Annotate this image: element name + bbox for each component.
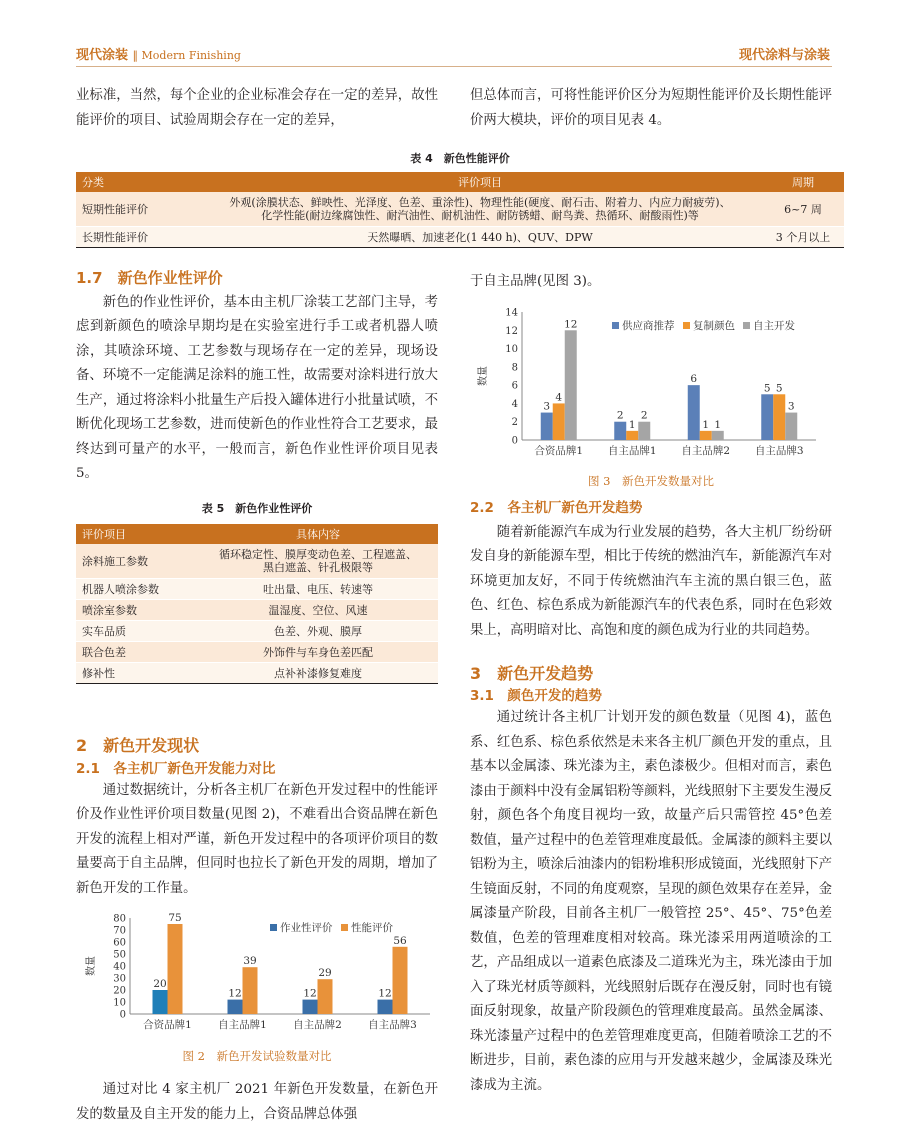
bar bbox=[614, 422, 626, 440]
left-top-text: 业标准，当然，每个企业的企业标准会存在一定的差异，故性能评价的项目、试验周期会存在一定的差异， bbox=[76, 88, 438, 128]
legend-swatch bbox=[341, 924, 348, 931]
legend-swatch bbox=[612, 322, 619, 329]
figure-3-caption: 图 3 新色开发数量对比 bbox=[588, 474, 714, 488]
data-label: 20 bbox=[153, 978, 167, 990]
legend-label: 复制颜色 bbox=[693, 320, 735, 332]
legend-swatch bbox=[683, 322, 690, 329]
y-axis-label: 数量 bbox=[478, 366, 489, 386]
data-label: 29 bbox=[318, 967, 332, 980]
data-label: 12 bbox=[378, 987, 392, 1000]
data-label: 75 bbox=[168, 912, 182, 924]
table-row: 涂料施工参数 循环稳定性、膜厚变动色差、工程遮盖、 黑白遮盖、针孔极限等 bbox=[76, 544, 438, 579]
bar bbox=[626, 431, 638, 440]
x-tick-label: 自主品牌3 bbox=[368, 1019, 417, 1031]
table-row: 修补性 点补补漆修复难度 bbox=[76, 663, 438, 684]
bar bbox=[553, 403, 565, 440]
table5-header: 具体内容 bbox=[198, 524, 438, 544]
table-row: 实车品质 色差、外观、膜厚 bbox=[76, 621, 438, 642]
y-tick-label: 60 bbox=[113, 937, 126, 949]
table4 bbox=[76, 172, 844, 248]
data-label: 12 bbox=[303, 987, 317, 1000]
section-title: 3 新色开发趋势 bbox=[470, 664, 594, 683]
bar bbox=[638, 422, 650, 440]
x-tick-label: 自主品牌2 bbox=[293, 1019, 342, 1031]
x-tick-label: 合资品牌1 bbox=[143, 1019, 192, 1031]
data-label: 5 bbox=[775, 382, 783, 395]
legend-label: 作业性评价 bbox=[280, 922, 333, 934]
table4-header: 评价项目 bbox=[198, 172, 762, 192]
data-label: 2 bbox=[616, 409, 624, 422]
y-tick-label: 10 bbox=[113, 997, 126, 1009]
bar bbox=[243, 967, 258, 1014]
bar bbox=[318, 979, 333, 1014]
table5-header: 评价项目 bbox=[76, 524, 198, 544]
data-label: 2 bbox=[640, 409, 648, 422]
right-top-text: 但总体而言，可将性能评价区分为短期性能评价及长期性能评价两大模块，评价的项目见表 4。 bbox=[470, 88, 832, 128]
table-row: 机器人喷涂参数 吐出量、电压、转速等 bbox=[76, 579, 438, 600]
legend-swatch bbox=[270, 924, 277, 931]
table5 bbox=[76, 524, 438, 684]
y-tick-label: 20 bbox=[113, 985, 126, 997]
data-label: 1 bbox=[714, 418, 722, 431]
figure-2-chart bbox=[76, 910, 438, 1038]
y-tick-label: 14 bbox=[505, 307, 518, 319]
table5-caption: 表 5 新色作业性评价 bbox=[201, 502, 313, 515]
section-title: 2.2 各主机厂新色开发趋势 bbox=[470, 500, 643, 516]
table-row: 联合色差 外饰件与车身色差匹配 bbox=[76, 642, 438, 663]
y-tick-label: 2 bbox=[511, 417, 518, 429]
data-label: 3 bbox=[543, 400, 551, 413]
bar bbox=[773, 394, 785, 440]
data-label: 39 bbox=[243, 955, 257, 968]
bar bbox=[303, 1000, 318, 1014]
table-row: 喷涂室参数 温湿度、空位、风速 bbox=[76, 600, 438, 621]
data-label: 56 bbox=[393, 934, 407, 947]
section-2-2: 2.2 各主机厂新色开发趋势 随着新能源汽车成为行业发展的趋势，各大主机厂纷纷研发自身的新能源车型，相比于传统的燃油汽车，新能源汽车对环境更加友好，不同于传统燃油汽车主流的黑白银三色，蓝色、红色、棕色系成为新能源汽车的代表色系，同时在色彩效果上，高明暗对比、高饱和度的颜色成为行业的共同趋势。 bbox=[470, 496, 832, 643]
bar bbox=[785, 413, 797, 440]
legend-swatch bbox=[743, 322, 750, 329]
journal-name: 现代涂装 ‖ Modern Finishing bbox=[76, 48, 241, 63]
y-tick-label: 4 bbox=[511, 398, 518, 410]
legend-label: 自主开发 bbox=[753, 320, 795, 332]
data-label: 1 bbox=[702, 418, 710, 431]
data-label: 12 bbox=[228, 987, 242, 1000]
x-tick-label: 自主品牌3 bbox=[754, 445, 804, 457]
journal-section: 现代涂料与涂装 bbox=[738, 48, 830, 63]
data-label: 5 bbox=[763, 382, 771, 395]
section-title: 2 新色开发现状 bbox=[76, 736, 200, 755]
bar bbox=[761, 394, 773, 440]
figure-2-caption: 图 2 新色开发试验数量对比 bbox=[182, 1049, 332, 1063]
bar bbox=[393, 947, 408, 1014]
x-tick-label: 合资品牌1 bbox=[534, 445, 584, 457]
right-text-1: 于自主品牌(见图 3)。 bbox=[470, 274, 601, 289]
bar bbox=[228, 1000, 243, 1014]
x-tick-label: 自主品牌1 bbox=[218, 1019, 267, 1031]
legend-label: 性能评价 bbox=[351, 922, 393, 934]
section-3: 3 新色开发趋势 3.1 颜色开发的趋势 通过统计各主机厂计划开发的颜色数量（见图 4)，蓝色系、红色系、棕色系依然是未来各主机厂颜色开发的重点，且基本以金属漆、珠光漆为主，素色漆极少。但相对而言，素色漆由于颜料中没有金属铝粉等颜料，光线照射下主要发生漫反射，颜色各个角度目视均一致，故量产后只需管控 45°色差数值，量产过程中的色差管理难度最低。金属漆的颜料主要以铝粉为主，喷涂后油漆内的铝粉堆积形成镜面，光线照射下产生镜面反射，不同的角度观察，呈现的颜色效果存在差异，金属漆量产阶段，目前各主机厂一般管控 25°、45°、75°色差数值，色差的管理难度相对较高。珠光漆采用两道喷涂的工艺，产品组成以一道素色底漆及二道珠光为主，珠光漆由于加入了珠光材质等颜料，光线照射后既存在漫反射，同时也有镜面反射现象，故量产阶段颜色的管理难度最高。虽然金属漆、珠光漆量产过程中的色差管理难度更高，但随着喷涂工艺的不断进步，目前，素色漆的应用与开发越来越少，金属漆及珠光漆成为主流。 bbox=[470, 664, 832, 1093]
table4-header: 分类 bbox=[76, 172, 198, 192]
y-tick-label: 0 bbox=[511, 435, 518, 447]
y-tick-label: 8 bbox=[511, 362, 518, 374]
header-divider bbox=[76, 66, 832, 67]
y-tick-label: 0 bbox=[119, 1009, 126, 1021]
section-1-7: 1.7 新色作业性评价 新色的作业性评价，基本由主机厂涂装工艺部门主导，考虑到新颜色的喷涂早期均是在实验室进行手工或者机器人喷涂，其喷涂环境、工艺参数与现场存在一定的差异，现场设备、环境不一定能满足涂料的施工性，故需要对涂料进行放大生产，通过将涂料小批量生产后投入罐体进行小批量试喷，不断优化现场工艺参数，进而使新色的作业性符合工艺要求，最终达到可量产的水平，一般而言，新色作业性评价项目见表 5。 bbox=[76, 266, 438, 487]
data-label: 12 bbox=[564, 318, 578, 331]
y-tick-label: 70 bbox=[113, 925, 126, 937]
bar bbox=[541, 413, 553, 440]
y-axis-label: 数量 bbox=[86, 956, 97, 976]
bar bbox=[153, 990, 168, 1014]
table4-header: 周期 bbox=[762, 172, 844, 192]
figure-3-chart bbox=[470, 304, 832, 464]
data-label: 1 bbox=[628, 418, 636, 431]
y-tick-label: 12 bbox=[505, 325, 518, 337]
y-tick-label: 10 bbox=[505, 344, 518, 356]
section-title: 3.1 颜色开发的趋势 bbox=[470, 688, 602, 704]
bar bbox=[565, 330, 577, 440]
table4-caption: 表 4 新色性能评价 bbox=[410, 152, 510, 165]
bar bbox=[700, 431, 712, 440]
x-tick-label: 自主品牌1 bbox=[607, 445, 657, 457]
bar bbox=[378, 1000, 393, 1014]
bar bbox=[168, 924, 183, 1014]
y-tick-label: 80 bbox=[113, 913, 126, 925]
data-label: 6 bbox=[690, 373, 698, 386]
x-tick-label: 自主品牌2 bbox=[681, 445, 731, 457]
section-title: 2.1 各主机厂新色开发能力对比 bbox=[76, 760, 276, 777]
section-title: 1.7 新色作业性评价 bbox=[76, 269, 223, 287]
section-2: 2 新色开发现状 2.1 各主机厂新色开发能力对比 通过数据统计，分析各主机厂在新色开发过程中的性能评价及作业性评价项目数量(见图 2)，不难看出合资品牌在新色开发的流程上相对严谨，新色开发过程中的各项评价项目的数量要高于自主品牌，但同时也拉长了新色开发的周期，增加了新色开发的工作量。 bbox=[76, 736, 438, 896]
data-label: 3 bbox=[787, 400, 795, 413]
y-tick-label: 50 bbox=[113, 949, 126, 961]
left-bottom-text: 通过对比 4 家主机厂 2021 年新色开发数量，在新色开发的数量及自主开发的能力上，合资品牌总体强 bbox=[76, 1082, 438, 1122]
y-tick-label: 6 bbox=[511, 380, 518, 392]
bar bbox=[712, 431, 724, 440]
bar bbox=[688, 385, 700, 440]
data-label: 4 bbox=[555, 391, 563, 404]
table-row: 短期性能评价 外观(涂膜状态、鲜映性、光泽度、色差、重涂性)、物理性能(硬度、耐石击、附着力、内应力耐疲劳)、 化学性能(耐边缘腐蚀性、耐汽油性、耐机油性、耐防锈蜡、耐鸟粪、热循环、耐酸雨性)等 6~7 周 bbox=[76, 192, 844, 227]
table-row: 长期性能评价 天然曝晒、加速老化(1 440 h)、QUV、DPW 3 个月以上 bbox=[76, 227, 844, 248]
y-tick-label: 30 bbox=[113, 973, 126, 985]
legend-label: 供应商推荐 bbox=[622, 320, 675, 332]
y-tick-label: 40 bbox=[113, 961, 126, 973]
